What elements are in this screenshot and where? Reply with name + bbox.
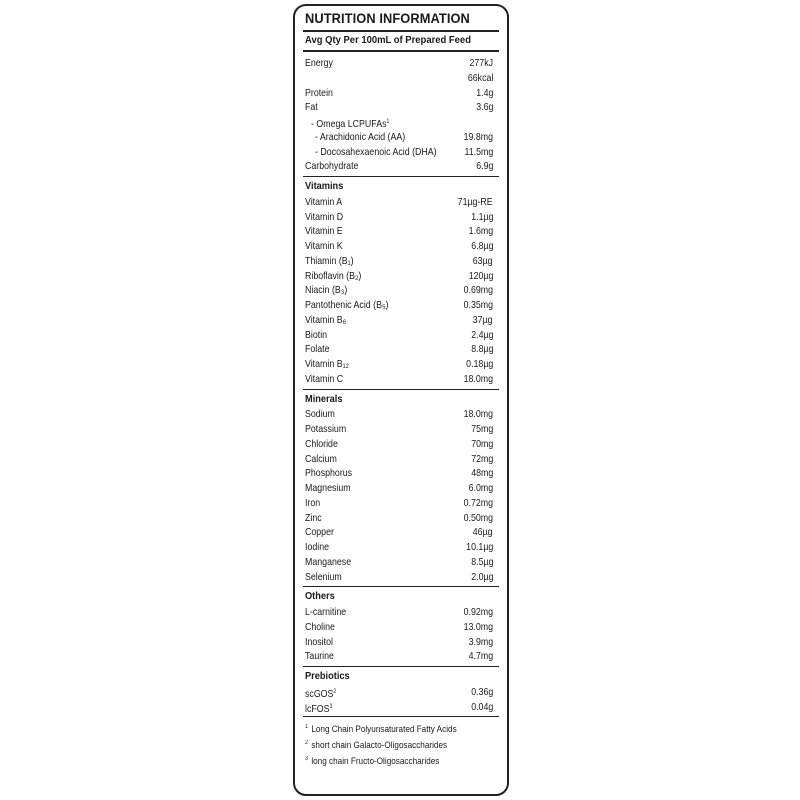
section-divider [303, 586, 499, 587]
nutrient-row [305, 328, 493, 342]
footnote-marker: 1 [386, 119, 390, 125]
nutrient-value: 18.0mg [463, 372, 493, 385]
nutrient-name: Thiamin (B₁) [305, 254, 354, 267]
nutrient-row [305, 540, 493, 554]
nutrient-name: Inositol [305, 635, 333, 648]
nutrient-name: Chloride [305, 437, 338, 450]
nutrient-row [305, 86, 493, 100]
nutrient-value: 6.0mg [468, 482, 493, 494]
nutrient-name: Fat [305, 101, 318, 114]
serving-subheading: Avg Qty Per 100mL of Prepared Feed [305, 34, 471, 46]
nutrient-name: Niacin (B₃) [305, 284, 348, 297]
nutrient-row [305, 130, 493, 144]
section-divider [303, 389, 499, 390]
footnote [305, 740, 447, 751]
nutrient-name: Pantothenic Acid (B₅) [305, 299, 389, 311]
nutrient-name: Zinc [305, 511, 322, 524]
nutrient-name: Folate [305, 343, 330, 356]
nutrient-row [305, 437, 493, 451]
nutrient-value: 0.04g [470, 700, 493, 713]
nutrient-name: Carbohydrate [305, 160, 359, 173]
nutrient-value: 0.50mg [463, 511, 493, 524]
nutrient-name: Sodium [305, 408, 335, 421]
nutrient-name: Vitamin K [305, 240, 343, 252]
nutrient-row [305, 407, 493, 421]
nutrient-name: Energy [305, 57, 333, 69]
nutrient-row [305, 496, 493, 510]
nutrient-row [305, 372, 493, 386]
nutrient-row [305, 145, 493, 159]
nutrient-row [305, 685, 493, 699]
title-divider [303, 30, 499, 32]
nutrition-panel [293, 4, 509, 796]
nutrient-value: 75mg [470, 423, 493, 435]
footnote-text: short chain Galacto-Oligosaccharides [311, 740, 448, 752]
footnote [305, 756, 439, 767]
footnote-text: Long Chain Polyunsaturated Fatty Acids [311, 724, 457, 736]
nutrient-name: Vitamin E [305, 225, 343, 238]
nutrient-name: Iron [305, 496, 321, 509]
nutrient-row [305, 269, 493, 283]
footnote-text: long chain Fructo-Oligosaccharides [311, 756, 440, 768]
nutrient-name: L-carnitine [305, 606, 347, 618]
section-divider [303, 666, 499, 667]
nutrient-row [305, 700, 493, 714]
footnote-mark: 1 [305, 724, 308, 731]
nutrient-name: Vitamin D [305, 210, 344, 223]
nutrient-value: 37µg [473, 313, 493, 326]
section-divider [303, 716, 499, 717]
nutrient-row [305, 210, 493, 224]
nutrient-value: 1.1µg [470, 210, 493, 223]
nutrient-name: Taurine [305, 650, 334, 663]
nutrient-value: 3.6g [475, 101, 493, 114]
section-heading: Vitamins [305, 180, 344, 192]
nutrient-row [305, 115, 493, 129]
nutrient-name: Vitamin A [305, 195, 343, 208]
nutrient-name: Copper [305, 526, 334, 539]
panel-title: NUTRITION INFORMATION [305, 11, 470, 26]
section-heading: Prebiotics [305, 670, 350, 682]
nutrient-row [305, 422, 493, 436]
nutrient-value: 8.8µg [470, 343, 493, 356]
nutrient-value: 71µg-RE [458, 195, 493, 208]
nutrient-value: 19.8mg [463, 130, 493, 143]
subheading-divider [303, 50, 499, 52]
footnote-marker: 2 [333, 688, 337, 695]
nutrient-row [305, 357, 493, 371]
nutrient-row [305, 481, 493, 495]
nutrient-value: 46µg [473, 526, 493, 539]
nutrient-name: Vitamin B₆ [305, 313, 347, 326]
nutrient-row [305, 649, 493, 663]
footnote-marker: 3 [329, 703, 333, 710]
footnote [305, 724, 457, 735]
nutrient-value: 0.36g [470, 685, 493, 698]
footnote-mark: 3 [305, 756, 308, 763]
nutrient-name: Calcium [305, 452, 337, 465]
nutrient-value: 4.7mg [468, 650, 493, 663]
nutrient-name: Magnesium [305, 482, 351, 494]
nutrient-row [305, 159, 493, 173]
nutrient-row [305, 195, 493, 209]
nutrient-value: 66kcal [467, 71, 493, 84]
nutrient-name: Phosphorus [305, 467, 353, 480]
nutrient-row [305, 620, 493, 634]
nutrient-name: Vitamin C [305, 372, 344, 385]
nutrient-value: 0.72mg [463, 496, 493, 509]
nutrient-value: 120µg [468, 269, 493, 282]
nutrient-row [305, 254, 493, 268]
nutrient-value: 1.6mg [468, 225, 493, 238]
nutrient-value: 11.5mg [464, 145, 493, 158]
nutrient-value: 8.5µg [470, 555, 493, 568]
nutrient-value: 277kJ [469, 57, 493, 69]
nutrient-value: 18.0mg [463, 408, 493, 421]
nutrient-value: 70mg [470, 437, 493, 450]
nutrient-name: Vitamin B₁₂ [305, 358, 349, 370]
nutrient-value: 6.8µg [470, 240, 493, 252]
nutrient-name: Selenium [305, 570, 342, 583]
nutrient-row [305, 71, 493, 85]
nutrient-name: Potassium [305, 423, 347, 435]
nutrient-row [305, 298, 493, 312]
nutrient-row [305, 342, 493, 356]
nutrient-row [305, 313, 493, 327]
nutrient-row [305, 635, 493, 649]
nutrient-name: scGOS$^2$ [305, 687, 337, 700]
nutrient-name: Riboflavin (B₂) [305, 269, 362, 282]
nutrient-value: 0.18µg [465, 358, 493, 370]
nutrient-row [305, 525, 493, 539]
nutrient-value: 48mg [470, 467, 493, 480]
nutrient-name: - Docosahexaenoic Acid (DHA) [315, 145, 437, 158]
nutrient-row [305, 511, 493, 525]
nutrient-name: Protein [305, 86, 333, 99]
nutrient-row [305, 466, 493, 480]
nutrient-name: lcFOS$^3$ [305, 702, 333, 715]
nutrient-row [305, 100, 493, 114]
section-heading: Minerals [305, 392, 343, 405]
nutrient-value: 2.0µg [470, 570, 493, 583]
nutrient-name: Iodine [305, 541, 330, 553]
nutrient-value: 0.92mg [463, 606, 493, 618]
nutrient-row [305, 224, 493, 238]
nutrient-row [305, 570, 493, 584]
nutrient-value: 6.9g [475, 160, 493, 173]
nutrient-value: 72mg [470, 452, 493, 465]
nutrient-value: 0.69mg [463, 284, 493, 297]
nutrient-value: 0.35mg [463, 299, 493, 311]
nutrient-value: 10.1µg [465, 541, 493, 553]
nutrient-row [305, 555, 493, 569]
nutrient-name: - Arachidonic Acid (AA) [315, 130, 406, 143]
nutrient-value: 2.4µg [470, 328, 493, 341]
nutrient-value: 13.0mg [463, 620, 493, 633]
nutrient-name: - Omega LCPUFAs$^1$ [311, 118, 390, 130]
section-heading: Others [305, 590, 335, 603]
nutrient-value: 63µg [473, 254, 493, 267]
nutrient-name: Choline [305, 620, 335, 633]
section-divider [303, 176, 499, 177]
nutrient-value: 3.9mg [468, 635, 493, 648]
nutrient-value: 1.4g [475, 86, 493, 99]
nutrient-row [305, 452, 493, 466]
nutrient-row [305, 56, 493, 70]
nutrient-row [305, 605, 493, 619]
nutrient-row [305, 239, 493, 253]
nutrient-name: Manganese [305, 555, 352, 568]
nutrient-name: Biotin [305, 328, 328, 341]
nutrient-row [305, 283, 493, 297]
footnote-mark: 2 [305, 740, 308, 747]
